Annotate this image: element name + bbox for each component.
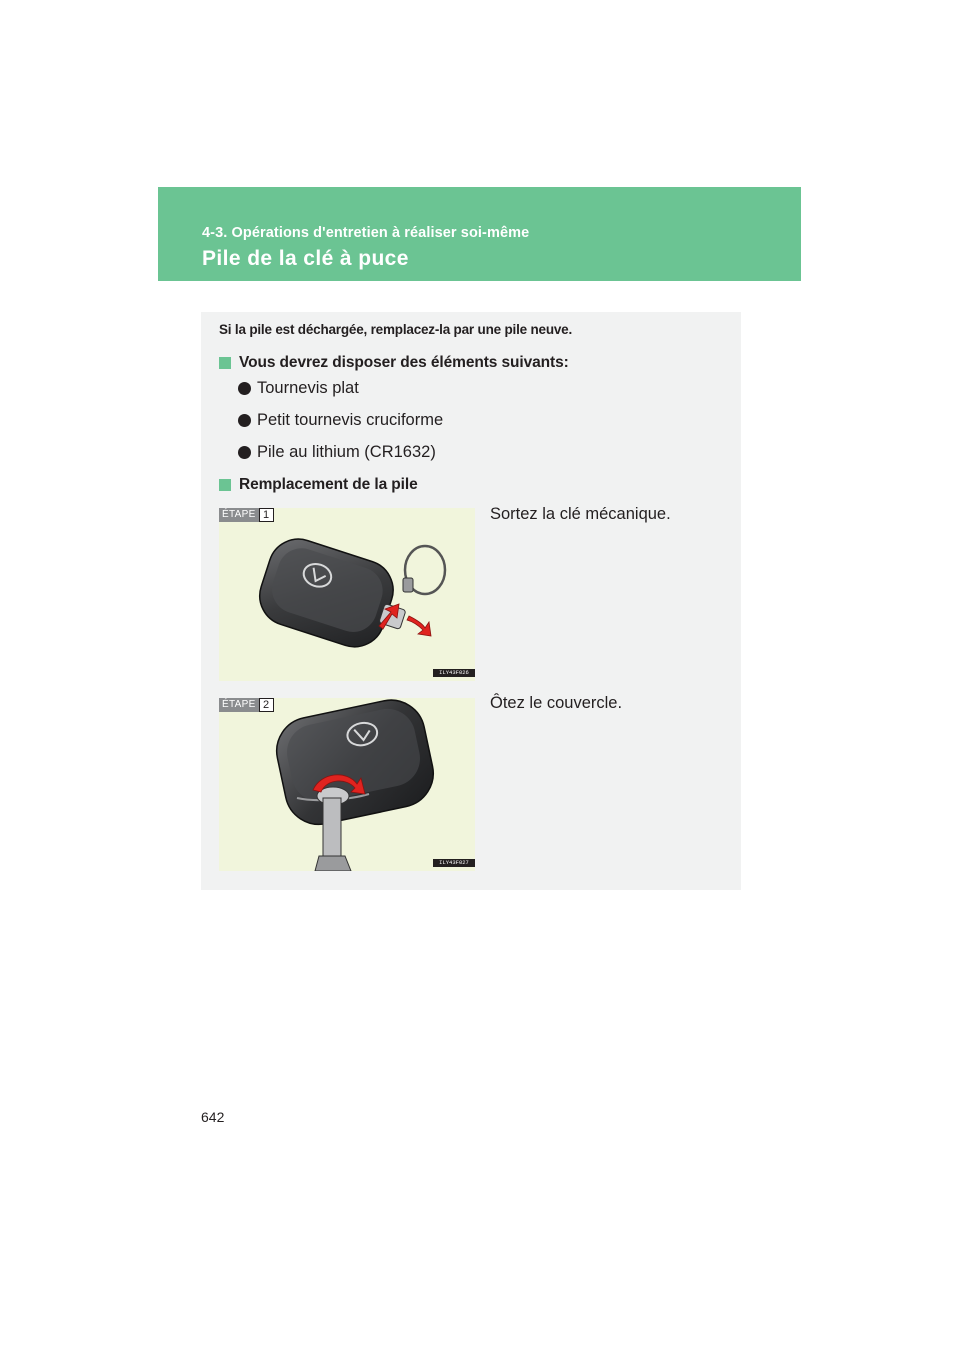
page-title: Pile de la clé à puce xyxy=(202,247,409,270)
step-2-number: 2 xyxy=(259,698,274,712)
list-item-label: Pile au lithium (CR1632) xyxy=(257,443,436,461)
list-item xyxy=(238,443,436,462)
bullet-dot-icon xyxy=(238,382,251,395)
illustration-code: ILY43F027 xyxy=(433,859,475,867)
list-item xyxy=(238,379,359,398)
intro-text: Si la pile est déchargée, remplacez-la par une pile neuve. xyxy=(219,322,573,337)
step-1-illustration xyxy=(219,508,475,681)
step-2-text: Ôtez le couvercle. xyxy=(490,694,623,712)
replace-heading xyxy=(219,476,418,494)
smart-key-remove-key-illustration xyxy=(219,508,475,681)
square-bullet-icon xyxy=(219,479,231,491)
bullet-dot-icon xyxy=(238,446,251,459)
page-number: 642 xyxy=(201,1109,225,1125)
square-bullet-icon xyxy=(219,357,231,369)
step-2-tag: ÉTAPE xyxy=(219,698,259,712)
list-item xyxy=(238,411,443,430)
step-2-illustration xyxy=(219,698,475,871)
step-2-badge xyxy=(219,698,274,712)
bullet-dot-icon xyxy=(238,414,251,427)
step-1-number: 1 xyxy=(259,508,274,522)
illustration-code: ILY43F026 xyxy=(433,669,475,677)
list-item-label: Petit tournevis cruciforme xyxy=(257,411,444,429)
step-1-tag: ÉTAPE xyxy=(219,508,259,522)
step-1-badge xyxy=(219,508,274,522)
list-item-label: Tournevis plat xyxy=(257,379,359,397)
content-panel xyxy=(201,312,741,890)
step-1-text: Sortez la clé mécanique. xyxy=(490,505,671,523)
chapter-header-bar xyxy=(158,187,801,281)
needs-heading xyxy=(219,354,569,372)
smart-key-remove-cover-illustration xyxy=(219,698,475,871)
replace-heading-label: Remplacement de la pile xyxy=(239,476,418,493)
needs-heading-label: Vous devrez disposer des éléments suivants: xyxy=(239,354,569,371)
section-label: 4-3. Opérations d'entretien à réaliser soi-même xyxy=(202,225,530,241)
